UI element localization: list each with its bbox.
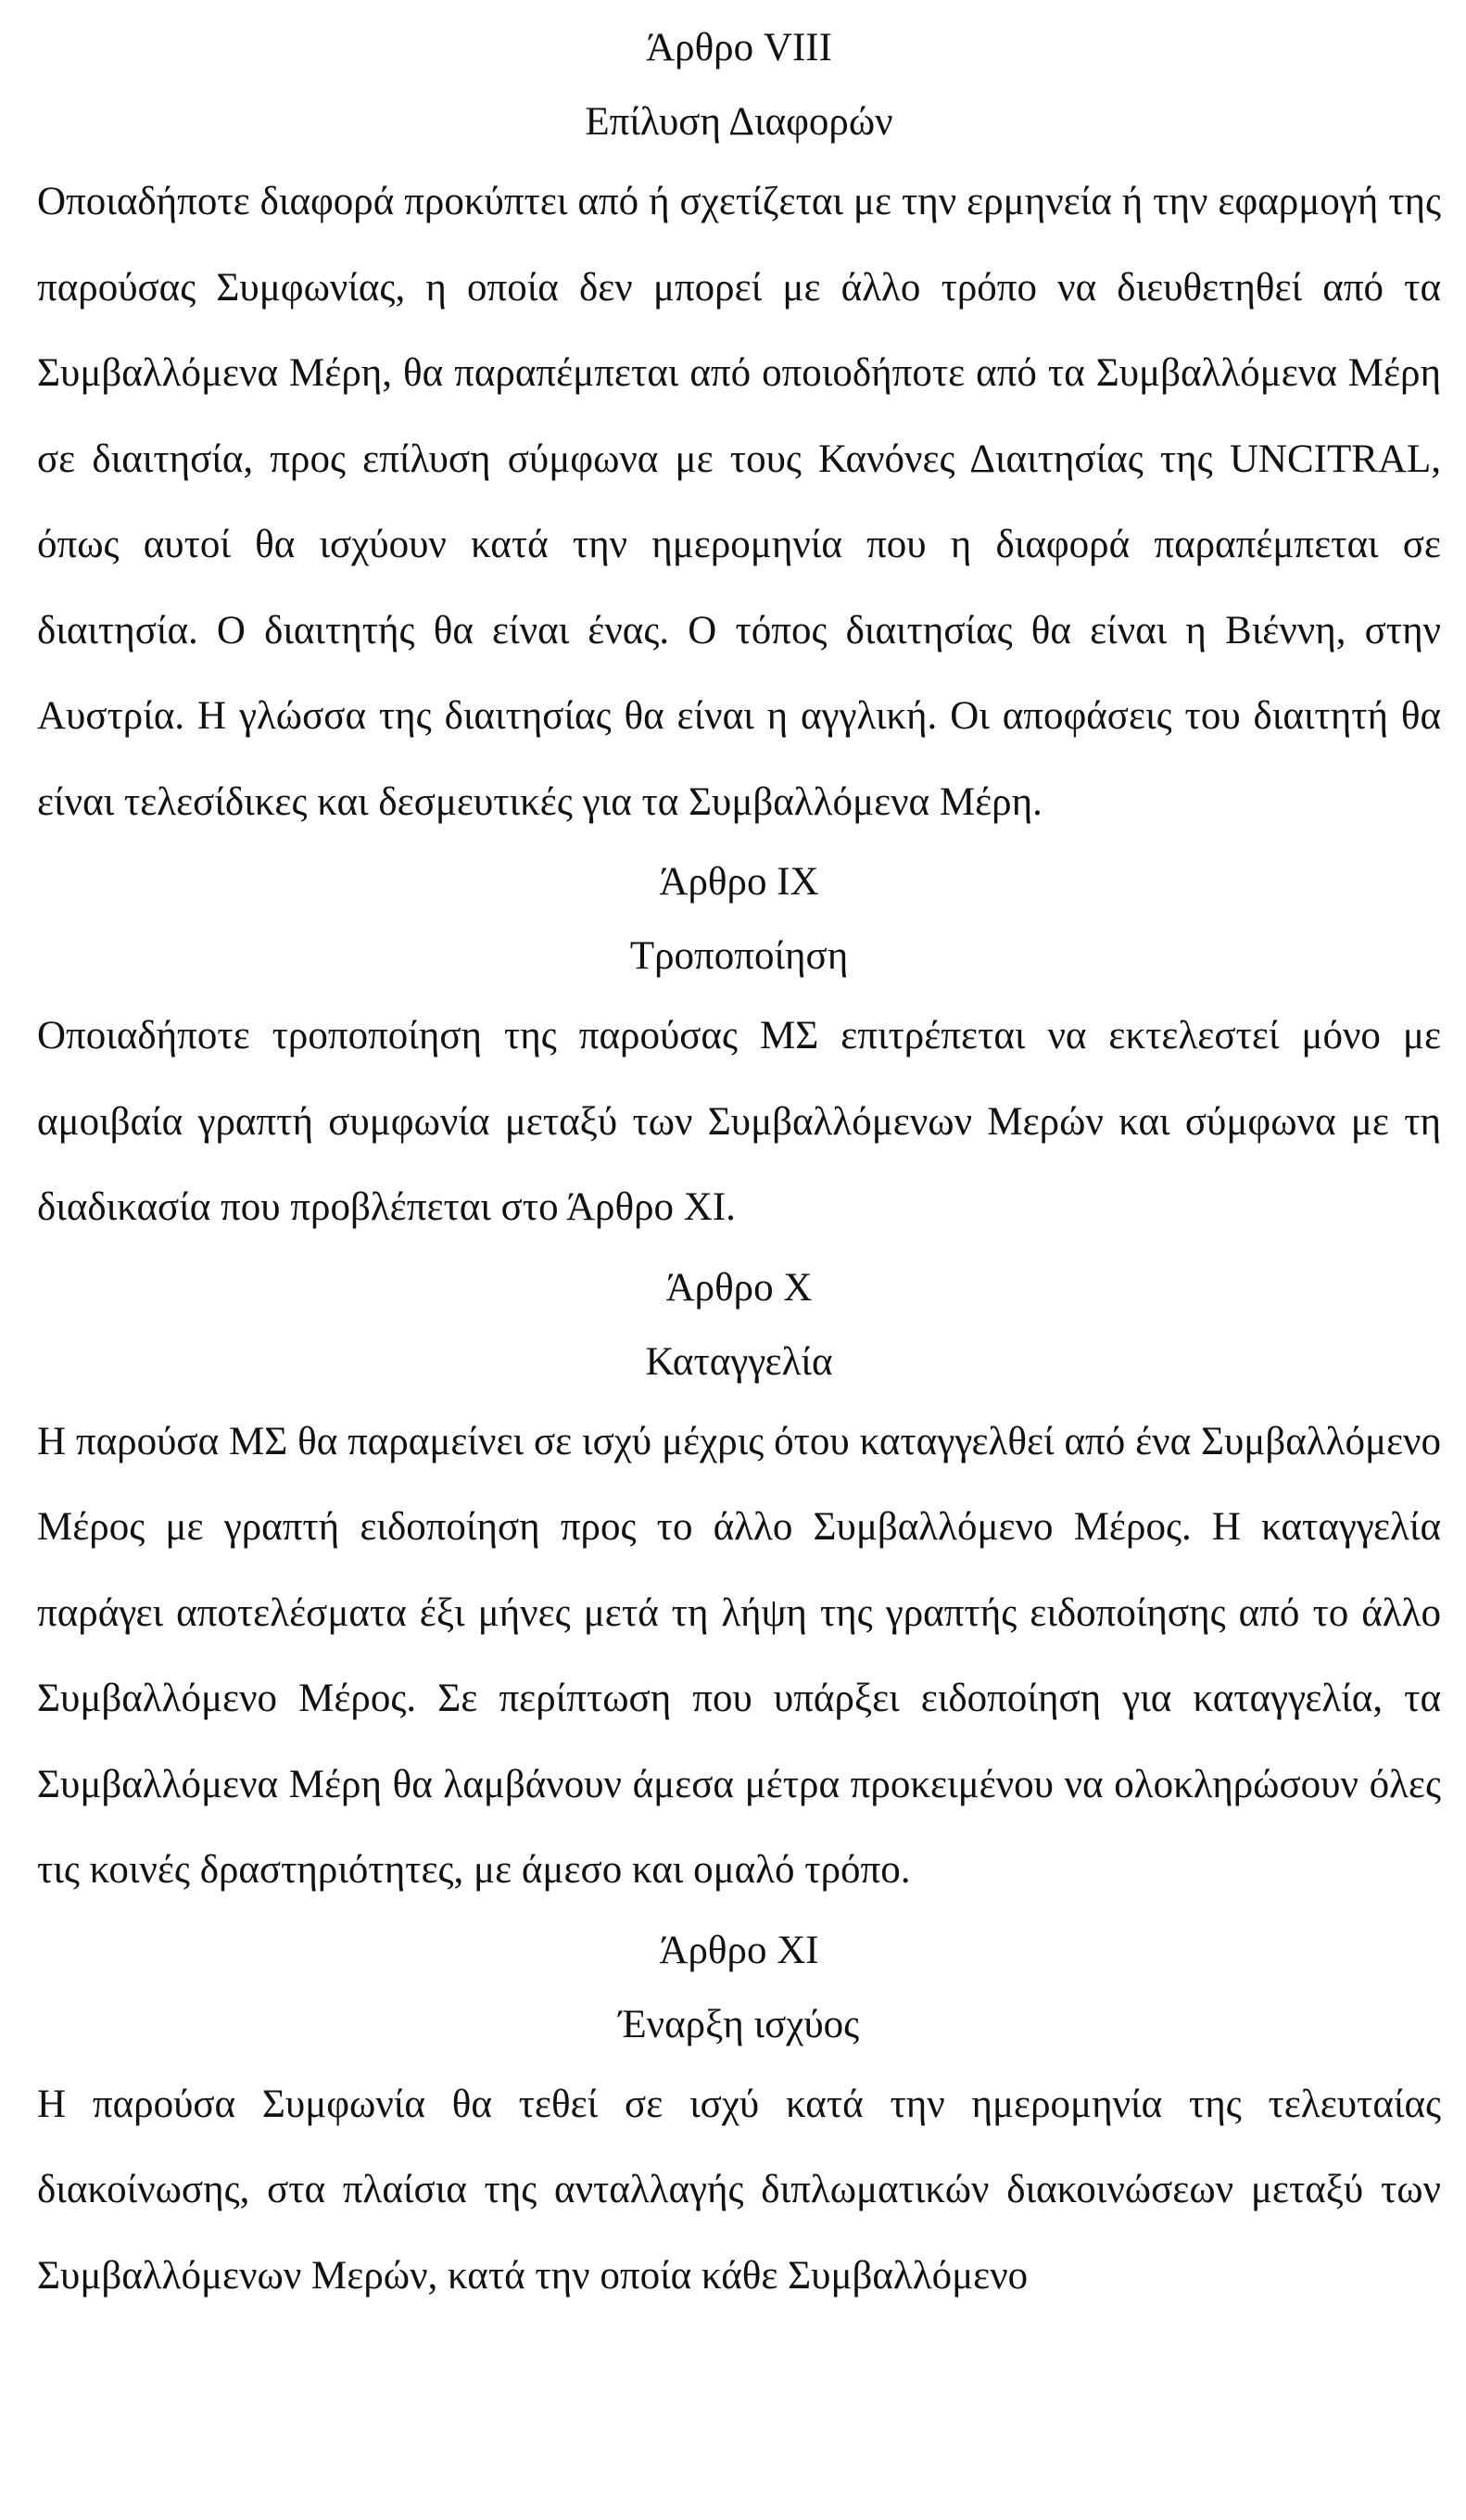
article-11 <box>37 1914 1441 2320</box>
article-9 <box>37 845 1441 1251</box>
article-body: Οποιαδήποτε διαφορά προκύπτει από ή σχετίζεται με την ερμηνεία ή την εφαρμογή της παρούσας Συμφωνίας, η οποία δεν μπορεί με άλλο τρόπο να διευθετηθεί από τα Συμβαλλόμενα Μέρη, θα παραπέμπεται από οποιοδήποτε από τα Συμβαλλόμενα Μέρη σε διαιτησία, προς επίλυση σύμφωνα με τους Κανόνες Διαιτησίας της UNCITRAL, όπως αυτοί θα ισχύουν κατά την ημερομηνία που η διαφορά παραπέμπεται σε διαιτησία. Ο διαιτητής θα είναι ένας. Ο τόπος διαιτησίας θα είναι η Βιέννη, στην Αυστρία. Η γλώσσα της διαιτησίας θα είναι η αγγλική. Οι αποφάσεις του διαιτητή θα είναι τελεσίδικες και δεσμευτικές για τα Συμβαλλόμενα Μέρη. <box>37 180 1441 824</box>
article-body: Οποιαδήποτε τροποποίηση της παρούσας ΜΣ επιτρέπεται να εκτελεστεί μόνο με αμοιβαία γραπτή συμφωνία μεταξύ των Συμβαλλόμενων Μερών και σύμφωνα με τη διαδικασία που προβλέπεται στο Άρθρο XI. <box>37 1014 1441 1229</box>
article-10 <box>37 1251 1441 1914</box>
article-heading: Άρθρο IX <box>659 860 819 904</box>
article-title: Καταγγελία <box>645 1339 833 1384</box>
article-body: Η παρούσα ΜΣ θα παραμείνει σε ισχύ μέχρις ότου καταγγελθεί από ένα Συμβαλλόμενο Μέρος με γραπτή ειδοποίηση προς το άλλο Συμβαλλόμενο Μέρος. Η καταγγελία παράγει αποτελέσματα έξι μήνες μετά τη λήψη της γραπτής ειδοποίησης από το άλλο Συμβαλλόμενο Μέρος. Σε περίπτωση που υπάρξει ειδοποίηση για καταγγελία, τα Συμβαλλόμενα Μέρη θα λαμβάνουν άμεσα μέτρα προκειμένου να ολοκληρώσουν όλες τις κοινές δραστηριότητες, με άμεσο και ομαλό τρόπο. <box>37 1419 1441 1892</box>
article-heading: Άρθρο VIII <box>646 26 832 70</box>
article-title: Τροποποίηση <box>629 934 849 978</box>
article-heading: Άρθρο XI <box>659 1928 819 1972</box>
article-heading: Άρθρο X <box>665 1265 813 1310</box>
document-page <box>37 11 1441 2319</box>
article-title: Επίλυση Διαφορών <box>585 100 893 144</box>
article-8 <box>37 11 1441 845</box>
article-body: Η παρούσα Συμφωνία θα τεθεί σε ισχύ κατά την ημερομηνία της τελευταίας διακοίνωσης, στα πλαίσια της ανταλλαγής διπλωματικών διακοινώσεων μεταξύ των Συμβαλλόμενων Μερών, κατά την οποία κάθε Συμβαλλόμενο <box>37 2082 1441 2298</box>
article-title: Έναρξη ισχύος <box>618 2002 860 2046</box>
